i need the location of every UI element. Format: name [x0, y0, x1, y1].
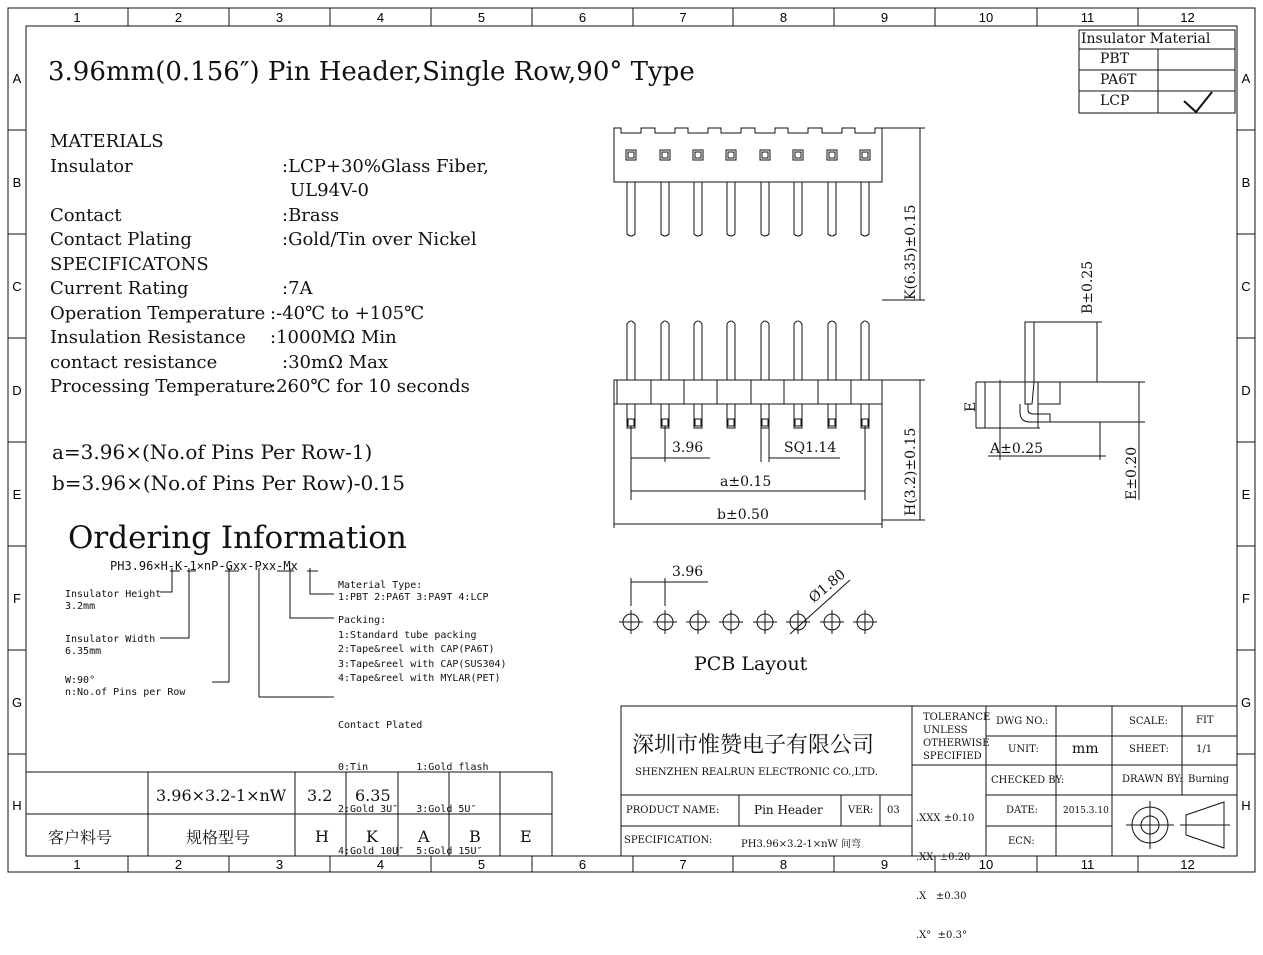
- insulator-value: :LCP+30%Glass Fiber,: [282, 155, 489, 177]
- packing-option-2: 2:Tape&reel with CAP(PA6T): [338, 644, 495, 655]
- insulator-height-value: 3.2mm: [65, 601, 96, 612]
- front-view-pin-end: [628, 419, 634, 426]
- dwg-label: DWG NO.:: [996, 716, 1049, 727]
- top-view-pin-inner: [628, 152, 634, 158]
- top-view-pin-inner: [728, 152, 734, 158]
- zone-column-label: 3: [275, 857, 284, 872]
- front-view-pin-end: [862, 419, 868, 426]
- zone-column-label: 1: [73, 10, 81, 25]
- packing-option-1: 1:Standard tube packing: [338, 629, 477, 641]
- zone-row-label: C: [1241, 279, 1251, 294]
- front-view-pin-top: [661, 321, 669, 380]
- bom-col-spec: 规格型号: [186, 828, 251, 847]
- front-view-pin-top: [694, 321, 702, 380]
- zone-row-label: D: [12, 383, 22, 398]
- dim-sq: SQ1.14: [784, 440, 837, 456]
- packing-note: [338, 614, 507, 687]
- plated-option-1: 0:Tin 1:Gold flash: [338, 762, 489, 773]
- front-view-pin-end: [795, 419, 801, 426]
- zone-row-label: E: [12, 487, 22, 502]
- zone-column-label: 2: [174, 857, 183, 872]
- plating-value: :Gold/Tin over Nickel: [282, 229, 477, 250]
- plated-option-2: 2:Gold 3U″ 3:Gold 5U″: [338, 804, 477, 815]
- plated-option-3: 4:Gold 10U″ 5:Gold 15U″: [338, 846, 483, 857]
- zone-row-label: D: [1241, 383, 1251, 398]
- zone-column-label: 7: [679, 857, 687, 872]
- front-view-pin-end: [662, 419, 668, 426]
- bom-col-part: 客户料号: [48, 828, 113, 847]
- bom-col-a: A: [418, 827, 430, 846]
- packing-option-3: 3:Tape&reel with CAP(SUS304): [338, 658, 507, 670]
- front-view-pin-end: [829, 419, 835, 426]
- material-table-header: Insulator Material: [1081, 31, 1211, 47]
- sheet-label: SHEET:: [1129, 744, 1169, 755]
- front-view-pin-end: [728, 419, 734, 426]
- bom-k-value: 6.35: [355, 786, 391, 805]
- bom-col-b: B: [469, 827, 481, 846]
- front-view-pin-end: [695, 419, 701, 426]
- ver-label: VER:: [848, 805, 874, 816]
- insres-label: Insulation Resistance: [50, 327, 246, 348]
- top-view-pin-inner: [862, 152, 868, 158]
- ordering-heading: Ordering Information: [68, 520, 407, 556]
- insulator-width-note: [65, 634, 155, 658]
- tolerance-line-2: UNLESS: [923, 725, 968, 736]
- contres-value: :30mΩ Max: [282, 351, 388, 373]
- zone-column-label: 8: [779, 10, 788, 25]
- pins-type: W:90°: [65, 675, 96, 686]
- zone-row-label: B: [1241, 175, 1251, 190]
- insulator-value-2: UL94V-0: [290, 180, 369, 201]
- dim-pcb-pitch: 3.96: [672, 564, 704, 580]
- insulator-height-note: [65, 589, 161, 613]
- plated-title: Contact Plated: [338, 720, 423, 731]
- zone-column-label: 4: [376, 857, 385, 872]
- drawing-title: 3.96mm(0.156″) Pin Header,Single Row,90° Type: [48, 57, 695, 87]
- bom-col-h: H: [315, 827, 329, 846]
- dim-hole: Ø1.80: [806, 566, 849, 607]
- optemp-value: :-40℃ to +105℃: [270, 302, 425, 324]
- tolerance-line-3: OTHERWISE: [923, 738, 990, 749]
- date-label: DATE:: [1006, 805, 1039, 816]
- dim-k: K(6.35)±0.15: [903, 204, 919, 300]
- dim-e-side: E: [963, 401, 979, 412]
- product-name-value: Pin Header: [754, 803, 823, 817]
- top-view-pin-leg: [627, 182, 635, 236]
- formula-a: a=3.96×(No.of Pins Per Row-1): [52, 440, 373, 464]
- zone-column-label: 12: [1180, 10, 1195, 25]
- drawn-value: Burning: [1188, 774, 1230, 785]
- top-view-pin-leg: [828, 182, 836, 236]
- top-view-pin-leg: [761, 182, 769, 236]
- contres-label: contact resistance: [50, 351, 218, 373]
- tolerance-values: [916, 786, 974, 955]
- top-view-pin-inner: [762, 152, 768, 158]
- dim-e-side-2: E±0.20: [1124, 446, 1140, 500]
- unit-label: UNIT:: [1008, 744, 1039, 755]
- front-view-pin-top: [761, 321, 769, 380]
- spec-label: SPECIFICATION:: [624, 835, 713, 846]
- front-view-body: [614, 380, 882, 404]
- zone-row-label: G: [11, 695, 23, 710]
- front-view-pin-top: [627, 321, 635, 380]
- formula-b: b=3.96×(No.of Pins Per Row)-0.15: [52, 471, 405, 495]
- bom-col-e: E: [520, 827, 532, 846]
- zone-column-label: 5: [477, 857, 486, 872]
- plating-label: Contact Plating: [50, 229, 192, 250]
- scale-value: FIT: [1196, 715, 1214, 726]
- zone-column-label: 7: [679, 10, 687, 25]
- drawn-label: DRAWN BY:: [1122, 774, 1183, 785]
- bom-col-k: K: [366, 827, 378, 846]
- tolerance-line-1: TOLERANCE: [923, 712, 991, 723]
- top-view-pin-leg: [861, 182, 869, 236]
- bom-spec-value: 3.96×3.2-1×nW: [156, 786, 287, 805]
- check-icon: [1184, 92, 1212, 112]
- zone-row-label: G: [1240, 695, 1252, 710]
- front-view-pin-top: [727, 321, 735, 380]
- top-view-pin-inner: [795, 152, 801, 158]
- specifications-heading: SPECIFICATONS: [50, 253, 209, 275]
- top-view-pin-leg: [661, 182, 669, 236]
- top-view-pin-inner: [829, 152, 835, 158]
- packing-title: Packing:: [338, 615, 387, 626]
- top-view-pin-leg: [794, 182, 802, 236]
- zone-row-label: F: [13, 591, 21, 606]
- scale-label: SCALE:: [1129, 716, 1169, 727]
- pins-count: n:No.of Pins per Row: [65, 687, 186, 698]
- sheet-value: 1/1: [1196, 744, 1213, 755]
- tol-value-4: .X° ±0.3°: [916, 930, 967, 941]
- contact-label: Contact: [50, 204, 122, 226]
- top-view-pin-inner: [695, 152, 701, 158]
- zone-column-label: 5: [477, 10, 486, 25]
- zone-row-label: H: [12, 798, 22, 813]
- zone-column-label: 8: [779, 857, 788, 872]
- top-view-pin-inner: [662, 152, 668, 158]
- date-value: 2015.3.10: [1063, 806, 1109, 816]
- current-label: Current Rating: [50, 278, 189, 299]
- zone-column-label: 10: [978, 10, 994, 25]
- zone-column-label: 2: [174, 10, 183, 25]
- ordering-code: PH3.96×H-K-1×nP-Gxx-Pxx-Mx: [110, 559, 298, 573]
- dim-b: b±0.50: [717, 507, 769, 523]
- zone-column-label: 9: [880, 857, 889, 872]
- unit-value: mm: [1072, 741, 1099, 757]
- zone-column-label: 12: [1180, 857, 1195, 872]
- tol-value-2: .XX ±0.20: [916, 852, 971, 863]
- zone-column-label: 4: [376, 10, 385, 25]
- proctemp-value: :260℃ for 10 seconds: [270, 376, 470, 397]
- zone-column-label: 9: [880, 10, 889, 25]
- optemp-label: Operation Temperature: [50, 302, 266, 324]
- material-type-note: [338, 580, 489, 604]
- pcb-layout-label: PCB Layout: [694, 653, 808, 675]
- spec-value: PH3.96×3.2-1×nW 间弯: [741, 839, 862, 850]
- front-view-pin-end: [762, 419, 768, 426]
- dim-b-side: B±0.25: [1080, 260, 1096, 314]
- ecn-label: ECN:: [1008, 836, 1035, 847]
- materials-heading: MATERIALS: [50, 131, 164, 152]
- material-option-lcp: LCP: [1100, 93, 1130, 109]
- current-value: :7A: [282, 278, 313, 299]
- dim-pitch: 3.96: [672, 440, 704, 456]
- zone-row-label: H: [1241, 798, 1251, 813]
- front-view-pin-top: [828, 321, 836, 380]
- dim-h: H(3.2)±0.15: [903, 427, 919, 516]
- zone-row-label: E: [1241, 487, 1251, 502]
- zone-column-label: 3: [275, 10, 284, 25]
- tol-value-1: .XXX ±0.10: [916, 813, 975, 824]
- dim-a-side: A±0.25: [990, 441, 1044, 457]
- front-view-pin-top: [861, 321, 869, 380]
- material-option-pbt: PBT: [1100, 51, 1130, 67]
- zone-column-label: 1: [73, 857, 81, 872]
- insulator-label: Insulator: [50, 155, 133, 177]
- insres-value: :1000MΩ Min: [270, 327, 397, 348]
- zone-row-label: F: [1242, 591, 1250, 606]
- zone-row-label: C: [12, 279, 22, 294]
- top-view-body: [614, 128, 882, 182]
- contact-value: :Brass: [282, 204, 340, 226]
- zone-column-label: 11: [1080, 857, 1095, 872]
- specs-block: [50, 130, 489, 400]
- zone-row-label: B: [12, 175, 22, 190]
- tol-value-3: .X ±0.30: [916, 891, 967, 902]
- packing-option-4: 4:Tape&reel with MYLAR(PET): [338, 673, 501, 684]
- zone-column-label: 6: [578, 857, 587, 872]
- plated-note: [338, 691, 489, 873]
- insulator-width-title: Insulator Width: [65, 634, 156, 645]
- dim-a: a±0.15: [720, 474, 772, 490]
- bom-h-value: 3.2: [307, 786, 333, 805]
- tolerance-note: [923, 711, 990, 763]
- material-type-title: Material Type:: [338, 580, 423, 591]
- insulator-width-value: 6.35mm: [65, 646, 102, 657]
- zone-row-label: A: [1241, 71, 1251, 86]
- zone-row-label: A: [12, 71, 22, 86]
- top-view-pin-leg: [694, 182, 702, 236]
- tolerance-line-4: SPECIFIED: [923, 751, 982, 762]
- zone-column-label: 6: [578, 10, 587, 25]
- product-name-label: PRODUCT NAME:: [626, 805, 720, 816]
- ver-value: 03: [887, 805, 900, 816]
- zone-column-label: 11: [1080, 10, 1095, 25]
- insulator-height-title: Insulator Height: [65, 589, 162, 600]
- proctemp-label: Processing Temperature: [50, 376, 274, 397]
- front-view-pin-top: [794, 321, 802, 380]
- checked-label: CHECKED BY:: [991, 775, 1065, 786]
- top-view-pin-leg: [727, 182, 735, 236]
- pins-note: [65, 675, 185, 699]
- company-name-en: SHENZHEN REALRUN ELECTRONIC CO.,LTD.: [635, 767, 878, 778]
- material-option-pa6t: PA6T: [1100, 72, 1137, 88]
- zone-column-label: 10: [978, 857, 994, 872]
- material-type-values: 1:PBT 2:PA6T 3:PA9T 4:LCP: [338, 592, 489, 603]
- company-name-cn: 深圳市惟赞电子有限公司: [632, 733, 875, 758]
